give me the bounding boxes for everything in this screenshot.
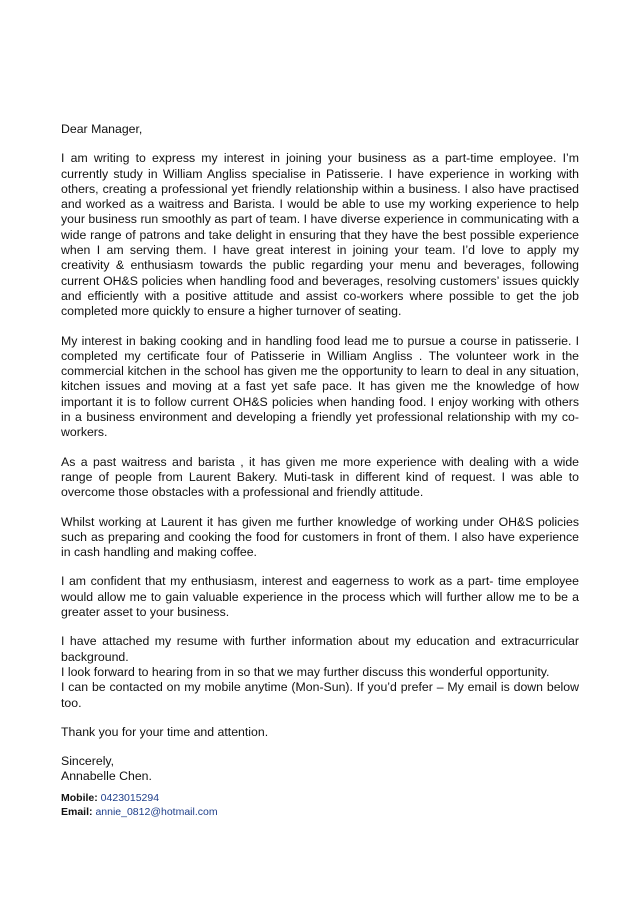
look-forward-line: I look forward to hearing from in so that we may further discuss this wonderful opportunity.	[61, 664, 550, 679]
closing: Sincerely,	[61, 754, 115, 769]
paragraph-laurent: Whilst working at Laurent it has given me further knowledge of working under OH&S policies such as preparing and cooking the food for customers in front of them. I also have experience in cash handling and making coffee.	[61, 514, 579, 560]
mobile-value: 0423015294	[100, 791, 160, 804]
email-label: Email:	[61, 805, 93, 818]
email-line	[61, 805, 579, 819]
signature-name: Annabelle Chen.	[61, 769, 152, 784]
mobile-line	[61, 791, 579, 805]
salutation: Dear Manager,	[61, 122, 143, 136]
paragraph-attached	[61, 634, 579, 710]
contact-availability-line: I can be contacted on my mobile anytime (Mon-Sun). If you’d prefer – My email is down below too.	[61, 680, 579, 710]
paragraph-patisserie: My interest in baking cooking and in handling food lead me to pursue a course in patisserie. I completed my certificate four of Patisserie in William Angliss . The volunteer work in the commercial kitchen in the school has given me the opportunity to learn to deal in any situation, kitchen issues and moving at a fast yet safe pace. It has given me the knowledge of how important it is to follow current OH&S policies when handing food. I enjoy working with others in a business environment and developing a friendly yet professional relationship with my co-workers.	[61, 333, 579, 440]
mobile-label: Mobile:	[61, 791, 98, 804]
paragraph-confident: I am confident that my enthusiasm, interest and eagerness to work as a part- time employee would allow me to gain valuable experience in the process which will further allow me to be a greater asset to your business.	[61, 574, 579, 620]
thanks-line: Thank you for your time and attention.	[61, 724, 269, 739]
email-link[interactable]: annie_0812@hotmail.com	[95, 805, 218, 818]
attached-resume-line: I have attached my resume with further information about my education and extracurricular background.	[61, 634, 579, 664]
paragraph-waitress: As a past waitress and barista , it has given me more experience with dealing with a wide range of people from Laurent Bakery. Muti-task in different kind of request. I was able to overcome those obstacles with a professional and friendly attitude.	[61, 454, 579, 500]
letter-body	[61, 122, 579, 819]
paragraph-intro: I am writing to express my interest in joining your business as a part-time employee. I’m currently study in William Angliss specialise in Patisserie. I have experience in working with others, creating a professional yet friendly relationship within a business. I also have practised and worked as a waitress and Barista. I would be able to use my working experience to help your business run smoothly as part of team. I have diverse experience in communicating with a wide range of patrons and take delight in ensuring that they have the best possible experience when I am serving them. I have great interest in joining your team. I’d love to apply my creativity & enthusiasm towards the public regarding your menu and beverages, following current OH&S policies when handling food and beverages, resolving customers’ issues quickly and efficiently with a positive attitude and assist co-workers where possible to get the job completed more quickly to ensure a higher turnover of seating.	[61, 151, 579, 319]
